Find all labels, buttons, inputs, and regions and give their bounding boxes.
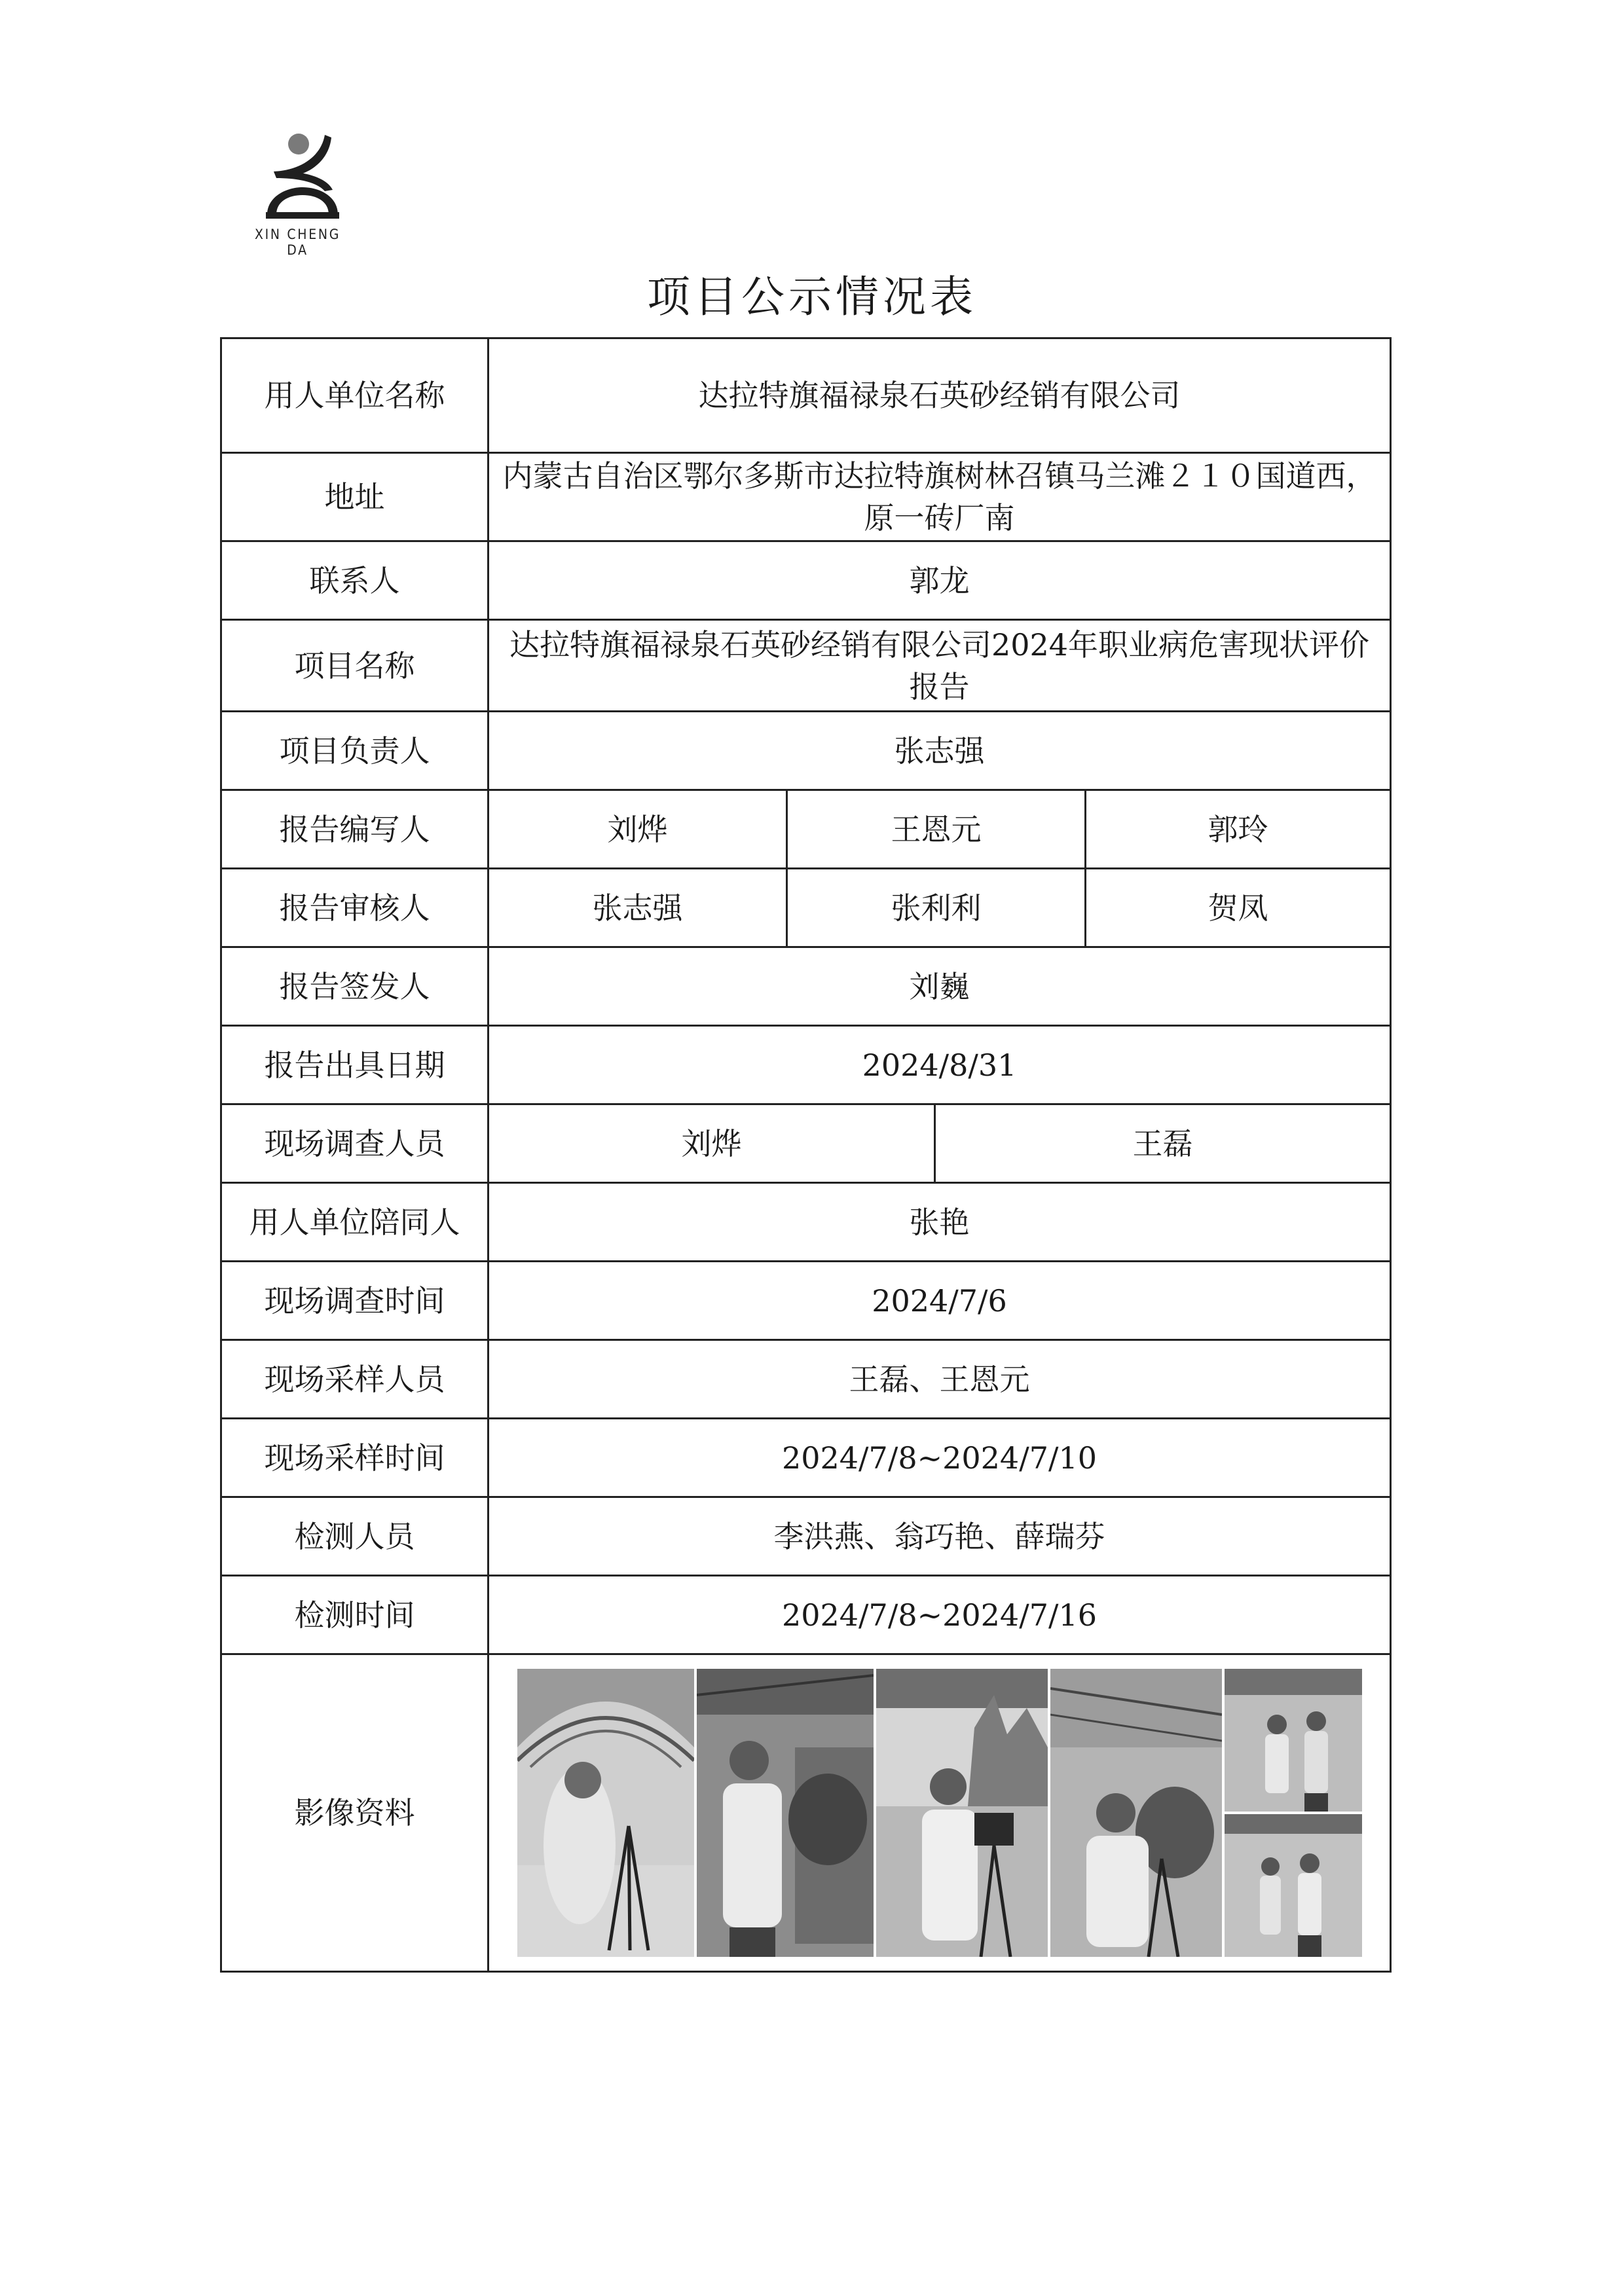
survey-time-value: 2024/7/6 — [489, 1262, 1391, 1340]
address-value: 内蒙古自治区鄂尔多斯市达拉特旗树林召镇马兰滩２１０国道西，原一砖厂南 — [489, 453, 1391, 541]
report-date-value: 2024/8/31 — [489, 1026, 1391, 1104]
project-name-value: 达拉特旗福禄泉石英砂经销有限公司2024年职业病危害现状评价报告 — [489, 620, 1391, 712]
images-label: 影像资料 — [221, 1654, 489, 1972]
site-photo-1 — [517, 1669, 694, 1957]
table-row-sampling-time — [221, 1419, 1391, 1497]
sampling-staff-value: 王磊、王恩元 — [489, 1340, 1391, 1419]
project-lead-value: 张志强 — [489, 712, 1391, 790]
table-row-testing-staff — [221, 1497, 1391, 1576]
report-writer-1: 刘烨 — [489, 790, 787, 869]
report-writers-label: 报告编写人 — [221, 790, 489, 869]
site-photo-4 — [1050, 1669, 1222, 1957]
table-row-survey-staff — [221, 1104, 1391, 1183]
table-row-project-lead — [221, 712, 1391, 790]
site-photo-5 — [1225, 1669, 1362, 1812]
report-issuer-value: 刘巍 — [489, 947, 1391, 1026]
document-title: 项目公示情况表 — [647, 272, 977, 322]
table-row-employer-name — [221, 338, 1391, 453]
table-row-contact — [221, 541, 1391, 620]
table-row-address — [221, 453, 1391, 541]
site-photo-3 — [876, 1669, 1048, 1957]
contact-value: 郭龙 — [489, 541, 1391, 620]
site-photo-2 — [697, 1669, 874, 1957]
survey-staff-2: 王磊 — [935, 1104, 1391, 1183]
table-row-employer-escort — [221, 1183, 1391, 1262]
site-photo-stack — [1225, 1669, 1362, 1957]
project-info-table — [220, 337, 1392, 1973]
employer-escort-value: 张艳 — [489, 1183, 1391, 1262]
table-row-project-name — [221, 620, 1391, 712]
table-row-images — [221, 1654, 1391, 1972]
company-logo — [248, 131, 359, 258]
sampling-time-value: 2024/7/8~2024/7/10 — [489, 1419, 1391, 1497]
survey-staff-1: 刘烨 — [489, 1104, 935, 1183]
testing-staff-value: 李洪燕、翁巧艳、薛瑞芬 — [489, 1497, 1391, 1576]
report-writer-2: 王恩元 — [787, 790, 1086, 869]
employer-name-value: 达拉特旗福禄泉石英砂经销有限公司 — [489, 338, 1391, 453]
report-issuer-label: 报告签发人 — [221, 947, 489, 1026]
report-reviewer-2: 张利利 — [787, 869, 1086, 947]
contact-label: 联系人 — [221, 541, 489, 620]
report-date-label: 报告出具日期 — [221, 1026, 489, 1104]
sampling-staff-label: 现场采样人员 — [221, 1340, 489, 1419]
survey-staff-label: 现场调查人员 — [221, 1104, 489, 1183]
testing-staff-label: 检测人员 — [221, 1497, 489, 1576]
report-writer-3: 郭玲 — [1086, 790, 1391, 869]
logo-mark-icon — [248, 131, 359, 229]
employer-name-label: 用人单位名称 — [221, 338, 489, 453]
survey-time-label: 现场调查时间 — [221, 1262, 489, 1340]
employer-escort-label: 用人单位陪同人 — [221, 1183, 489, 1262]
address-label: 地址 — [221, 453, 489, 541]
table-row-report-writers — [221, 790, 1391, 869]
testing-time-value: 2024/7/8~2024/7/16 — [489, 1576, 1391, 1654]
report-reviewers-label: 报告审核人 — [221, 869, 489, 947]
table-row-testing-time — [221, 1576, 1391, 1654]
sampling-time-label: 现场采样时间 — [221, 1419, 489, 1497]
table-row-survey-time — [221, 1262, 1391, 1340]
report-reviewer-3: 贺凤 — [1086, 869, 1391, 947]
project-name-label: 项目名称 — [221, 620, 489, 712]
photo-strip — [500, 1669, 1379, 1957]
testing-time-label: 检测时间 — [221, 1576, 489, 1654]
table-row-report-date — [221, 1026, 1391, 1104]
table-row-sampling-staff — [221, 1340, 1391, 1419]
table-row-report-reviewers — [221, 869, 1391, 947]
site-photo-6 — [1225, 1814, 1362, 1957]
project-lead-label: 项目负责人 — [221, 712, 489, 790]
table-row-report-issuer — [221, 947, 1391, 1026]
report-reviewer-1: 张志强 — [489, 869, 787, 947]
images-cell — [489, 1654, 1391, 1972]
logo-brand-text: XIN CHENG DA — [254, 227, 341, 258]
